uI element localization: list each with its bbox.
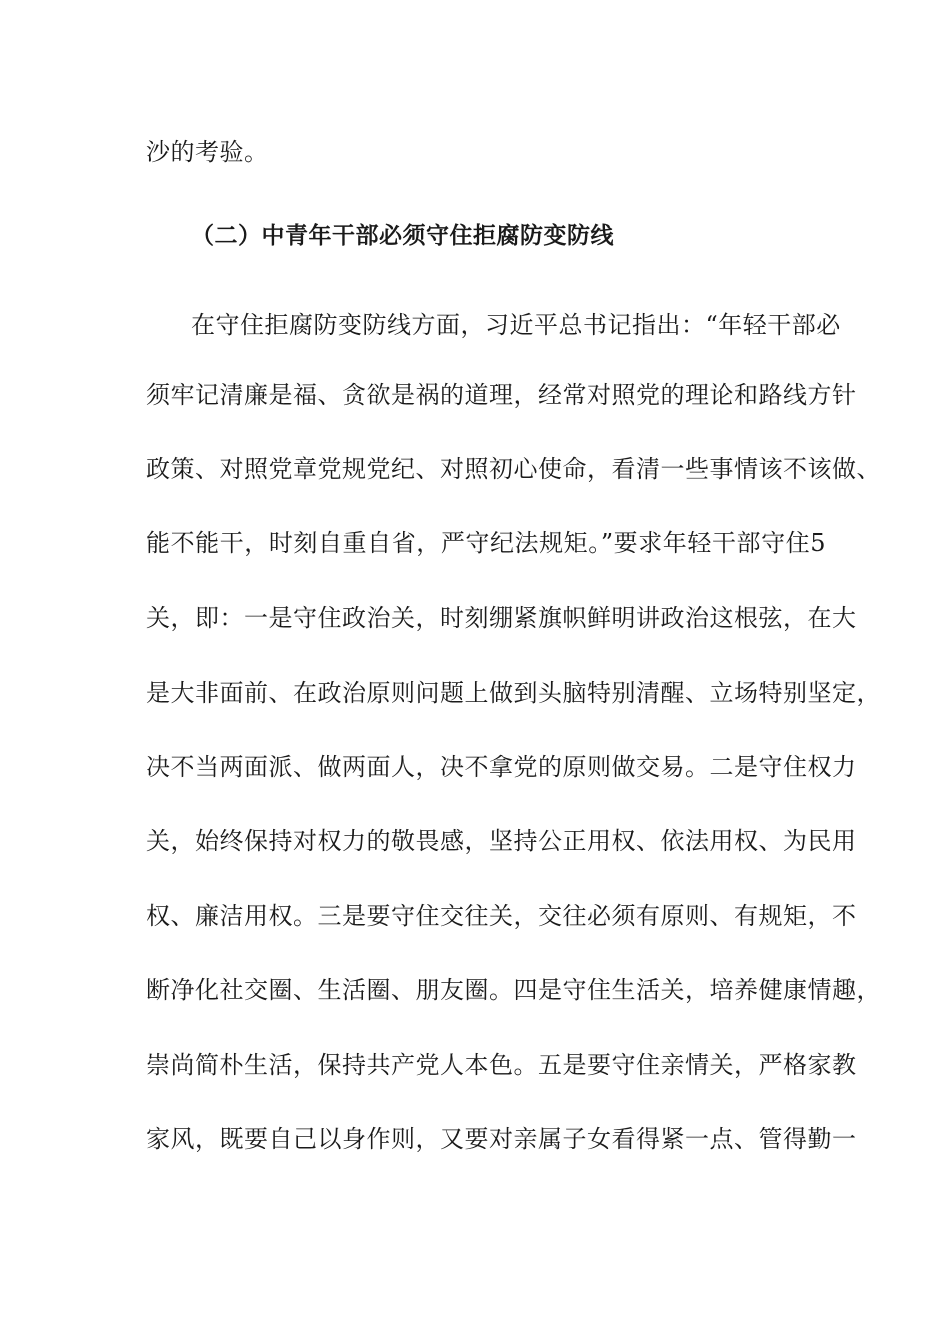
paragraph-line-5: 政策、对照党章党规党纪、对照初心使命，看清一些事情该不该做、 [146,455,881,483]
paragraph-line-1: 沙的考验。 [146,138,269,166]
section-heading: （二）中青年干部必须守住拒腐防变防线 [191,223,614,249]
paragraph-line-6: 能不能干，时刻自重自省，严守纪法规矩。”要求年轻干部守住5 [146,529,826,557]
paragraph-line-10: 关，始终保持对权力的敬畏感，坚持公正用权、依法用权、为民用 [146,827,857,855]
paragraph-line-8: 是大非面前、在政治原则问题上做到头脑特别清醒、立场特别坚定， [146,679,881,707]
paragraph-line-12: 断净化社交圈、生活圈、朋友圈。四是守住生活关，培养健康情趣， [146,976,881,1004]
paragraph-line-13: 崇尚简朴生活，保持共产党人本色。五是要守住亲情关，严格家教 [146,1051,857,1079]
paragraph-line-7: 关，即：一是守住政治关，时刻绷紧旗帜鲜明讲政治这根弦，在大 [146,604,857,632]
paragraph-line-4: 须牢记清廉是福、贪欲是祸的道理，经常对照党的理论和路线方针 [146,381,857,409]
paragraph-line-3: 在守住拒腐防变防线方面，习近平总书记指出：“年轻干部必 [191,311,841,339]
paragraph-line-9: 决不当两面派、做两面人，决不拿党的原则做交易。二是守住权力 [146,753,857,781]
paragraph-line-11: 权、廉洁用权。三是要守住交往关，交往必须有原则、有规矩，不 [146,902,857,930]
paragraph-line-14: 家风，既要自己以身作则，又要对亲属子女看得紧一点、管得勤一 [146,1125,857,1153]
